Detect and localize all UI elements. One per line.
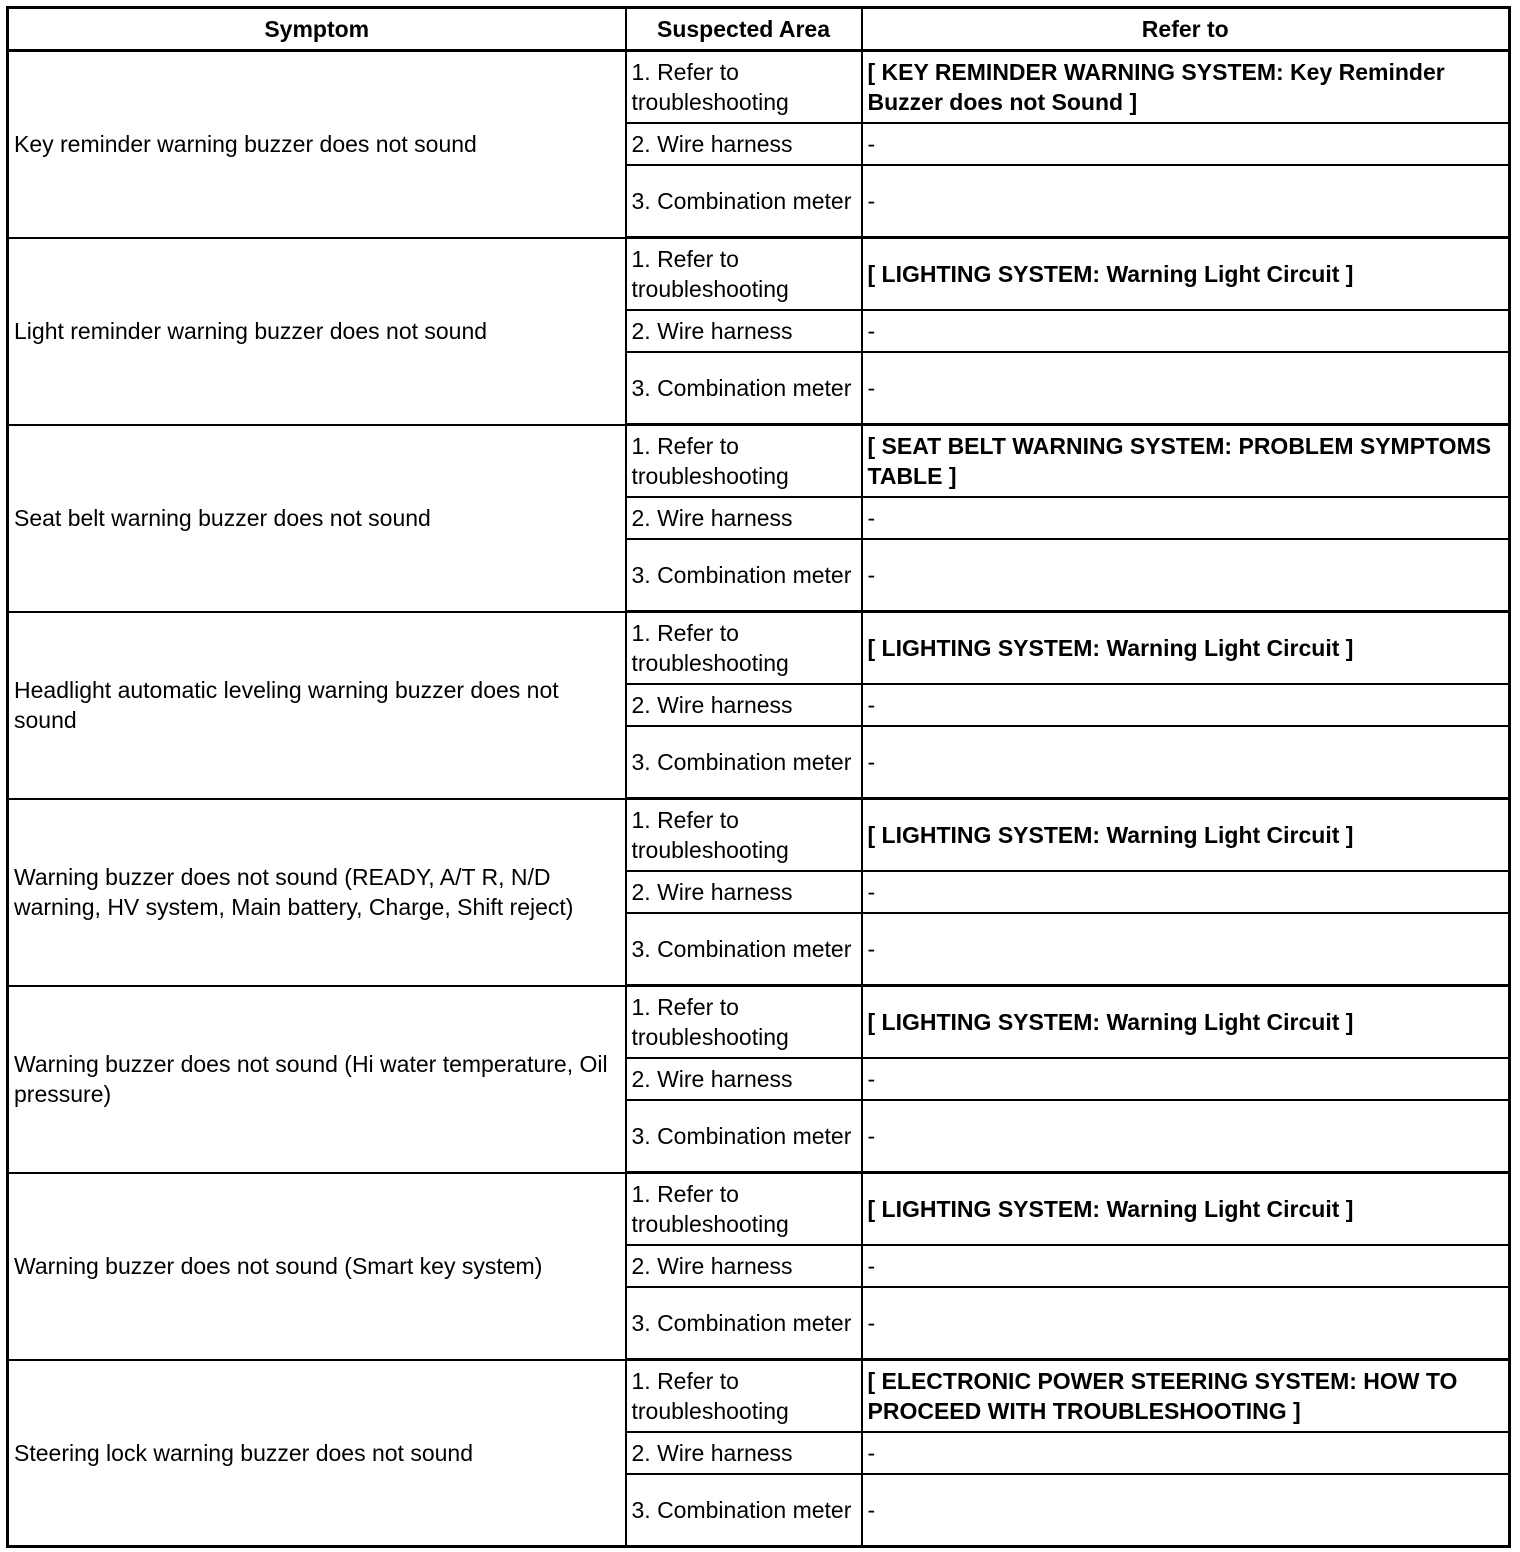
refer-to-cell: - (862, 165, 1510, 238)
refer-to-link-cell[interactable]: [ LIGHTING SYSTEM: Warning Light Circuit ] (862, 612, 1510, 685)
suspected-area-cell: 3. Combination meter (626, 1287, 862, 1360)
suspected-area-cell: 1. Refer to troubleshooting (626, 425, 862, 498)
suspected-area-cell: 2. Wire harness (626, 310, 862, 352)
suspected-area-cell: 3. Combination meter (626, 913, 862, 986)
problem-symptoms-table (6, 6, 1511, 1548)
suspected-area-cell: 2. Wire harness (626, 1245, 862, 1287)
symptom-cell: Light reminder warning buzzer does not sound (8, 238, 626, 425)
suspected-area-cell: 3. Combination meter (626, 539, 862, 612)
suspected-area-cell: 1. Refer to troubleshooting (626, 986, 862, 1059)
table-row (8, 1360, 1510, 1433)
header-row (8, 8, 1510, 51)
suspected-area-cell: 2. Wire harness (626, 871, 862, 913)
table-row (8, 799, 1510, 872)
refer-to-cell: - (862, 123, 1510, 165)
refer-to-cell: - (862, 871, 1510, 913)
suspected-area-cell: 1. Refer to troubleshooting (626, 612, 862, 685)
suspected-area-cell: 3. Combination meter (626, 1474, 862, 1547)
suspected-area-cell: 1. Refer to troubleshooting (626, 1173, 862, 1246)
refer-to-cell: - (862, 1100, 1510, 1173)
table-row (8, 1173, 1510, 1246)
refer-to-link-cell[interactable]: [ LIGHTING SYSTEM: Warning Light Circuit ] (862, 1173, 1510, 1246)
suspected-area-cell: 2. Wire harness (626, 1058, 862, 1100)
symptom-cell: Key reminder warning buzzer does not sound (8, 51, 626, 238)
refer-to-cell: - (862, 310, 1510, 352)
header-refer-to: Refer to (862, 8, 1510, 51)
suspected-area-cell: 1. Refer to troubleshooting (626, 799, 862, 872)
refer-to-cell: - (862, 539, 1510, 612)
suspected-area-cell: 2. Wire harness (626, 684, 862, 726)
table-row (8, 425, 1510, 498)
suspected-area-cell: 1. Refer to troubleshooting (626, 1360, 862, 1433)
table-row (8, 986, 1510, 1059)
refer-to-cell: - (862, 1058, 1510, 1100)
table-row (8, 612, 1510, 685)
suspected-area-cell: 3. Combination meter (626, 165, 862, 238)
suspected-area-cell: 3. Combination meter (626, 352, 862, 425)
refer-to-link-cell[interactable]: [ SEAT BELT WARNING SYSTEM: PROBLEM SYMPTOMS TABLE ] (862, 425, 1510, 498)
refer-to-cell: - (862, 497, 1510, 539)
refer-to-link-cell[interactable]: [ LIGHTING SYSTEM: Warning Light Circuit ] (862, 799, 1510, 872)
suspected-area-cell: 2. Wire harness (626, 497, 862, 539)
symptom-cell: Headlight automatic leveling warning buzzer does not sound (8, 612, 626, 799)
refer-to-link-cell[interactable]: [ LIGHTING SYSTEM: Warning Light Circuit ] (862, 986, 1510, 1059)
suspected-area-cell: 3. Combination meter (626, 726, 862, 799)
table-body (8, 51, 1510, 1547)
refer-to-cell: - (862, 913, 1510, 986)
refer-to-cell: - (862, 684, 1510, 726)
suspected-area-cell: 1. Refer to troubleshooting (626, 238, 862, 311)
table-row (8, 238, 1510, 311)
suspected-area-cell: 2. Wire harness (626, 1432, 862, 1474)
header-suspected-area: Suspected Area (626, 8, 862, 51)
symptom-cell: Warning buzzer does not sound (Smart key system) (8, 1173, 626, 1360)
symptom-cell: Warning buzzer does not sound (READY, A/T R, N/D warning, HV system, Main battery, Charge, Shift reject) (8, 799, 626, 986)
header-symptom: Symptom (8, 8, 626, 51)
refer-to-link-cell[interactable]: [ LIGHTING SYSTEM: Warning Light Circuit ] (862, 238, 1510, 311)
refer-to-cell: - (862, 726, 1510, 799)
suspected-area-cell: 3. Combination meter (626, 1100, 862, 1173)
refer-to-cell: - (862, 1474, 1510, 1547)
suspected-area-cell: 2. Wire harness (626, 123, 862, 165)
symptom-cell: Seat belt warning buzzer does not sound (8, 425, 626, 612)
symptom-cell: Steering lock warning buzzer does not sound (8, 1360, 626, 1547)
refer-to-cell: - (862, 1432, 1510, 1474)
table-row (8, 51, 1510, 124)
refer-to-link-cell[interactable]: [ KEY REMINDER WARNING SYSTEM: Key Reminder Buzzer does not Sound ] (862, 51, 1510, 124)
refer-to-link-cell[interactable]: [ ELECTRONIC POWER STEERING SYSTEM: HOW TO PROCEED WITH TROUBLESHOOTING ] (862, 1360, 1510, 1433)
refer-to-cell: - (862, 352, 1510, 425)
refer-to-cell: - (862, 1245, 1510, 1287)
symptom-cell: Warning buzzer does not sound (Hi water temperature, Oil pressure) (8, 986, 626, 1173)
suspected-area-cell: 1. Refer to troubleshooting (626, 51, 862, 124)
refer-to-cell: - (862, 1287, 1510, 1360)
